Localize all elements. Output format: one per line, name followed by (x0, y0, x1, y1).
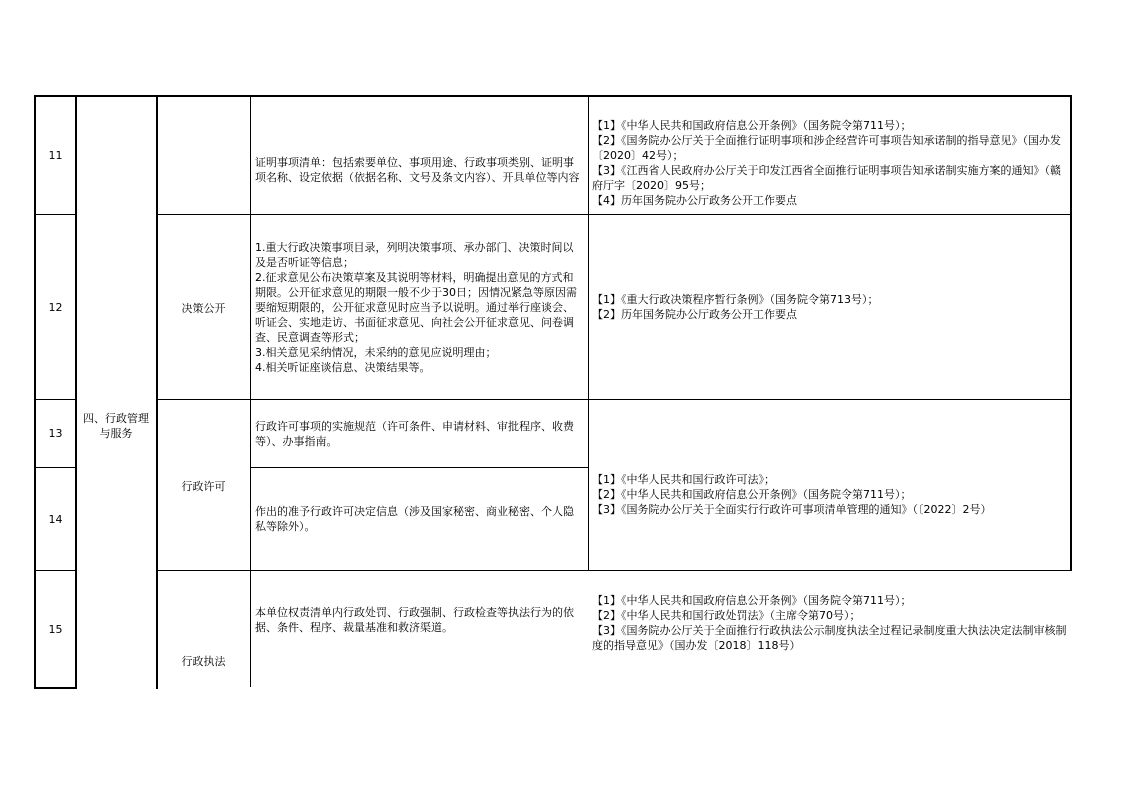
category-label: 四、行政管理与服务 (83, 412, 149, 440)
content-cell (251, 215, 588, 399)
category-column-border (156, 95, 158, 689)
content-cell (251, 571, 588, 688)
subcategory-enforcement: 行政执法 (181, 654, 226, 668)
row-number: 15 (48, 623, 63, 636)
basis-text: 【1】《中华人民共和国政府信息公开条例》（国务院令第711号）； 【2】《中华人民共和国行政处罚法》（主席令第70号）； 【3】《国务院办公厅关于全面推行行政执法公示制度执法全过程记录制度重大执法决定法制审核制度的指导意见》（国办发〔2018〕118号） (592, 593, 1067, 652)
basis-text: 【1】《中华人民共和国行政许可法》； 【2】《中华人民共和国政府信息公开条例》（国务院令第711号）； 【3】《国务院办公厅关于全面实行行政许可事项清单管理的通知》（〔2022〕2号） (592, 472, 992, 516)
content-text: 证明事项清单：包括索要单位、事项用途、行政事项类别、证明事项名称、设定依据（依据名称、文号及条文内容）、开具单位等内容 (255, 155, 580, 184)
content-cell (251, 97, 588, 214)
row-number: 12 (48, 300, 63, 314)
basis-text: 【1】《重大行政决策程序暂行条例》（国务院令第713号）； 【2】历年国务院办公厅政务公开工作要点 (592, 293, 879, 321)
subcategory-license: 行政许可 (181, 479, 226, 493)
content-cell (251, 468, 588, 570)
table-right-border (1070, 95, 1072, 571)
basis-cell (589, 400, 1070, 570)
basis-cell (589, 215, 1070, 399)
row-number: 13 (48, 427, 63, 440)
basis-text: 【1】《中华人民共和国政府信息公开条例》（国务院令第711号）； 【2】《国务院办公厅关于全面推行证明事项和涉企经营许可事项告知承诺制的指导意见》（国办发〔2020〕42号）； 【3】《江西省人民政府办公厅关于印发江西省全面推行证明事项告知承诺制实施方案的通知》（赣府厅字〔2020〕95号； 【4】历年国务院办公厅政务公开工作要点 (592, 118, 1061, 207)
content-text: 行政许可事项的实施规范（许可条件、申请材料、审批程序、收费等）、办事指南。 (255, 419, 574, 448)
row-number: 11 (48, 149, 63, 162)
row-number: 14 (48, 512, 63, 526)
basis-cell (589, 571, 1070, 688)
content-text: 本单位权责清单内行政处罚、行政强制、行政检查等执法行为的依据、条件、程序、裁量基准和救济渠道。 (255, 605, 574, 634)
basis-cell (589, 97, 1070, 214)
number-column-border (75, 95, 77, 689)
content-text: 作出的准予行政许可决定信息（涉及国家秘密、商业秘密、个人隐私等除外）。 (255, 505, 574, 533)
content-cell (251, 400, 588, 467)
subcategory-decision: 决策公开 (181, 301, 226, 315)
content-text: 1.重大行政决策事项目录，列明决策事项、承办部门、决策时间以及是否听证等信息； 2.征求意见公布决策草案及其说明等材料，明确提出意见的方式和期限。公开征求意见的期限一般不少于30日；因情况紧急等原因需要缩短期限的，公开征求意见时应当予以说明。通过举行座谈会、听证会、实地走访、书面征求意见、向社会公开征求意见、问卷调查、民意调查等形式； 3.相关意见采纳情况，未采纳的意见应说明理由； 4.相关听证座谈信息、决策结果等。 (255, 240, 577, 374)
